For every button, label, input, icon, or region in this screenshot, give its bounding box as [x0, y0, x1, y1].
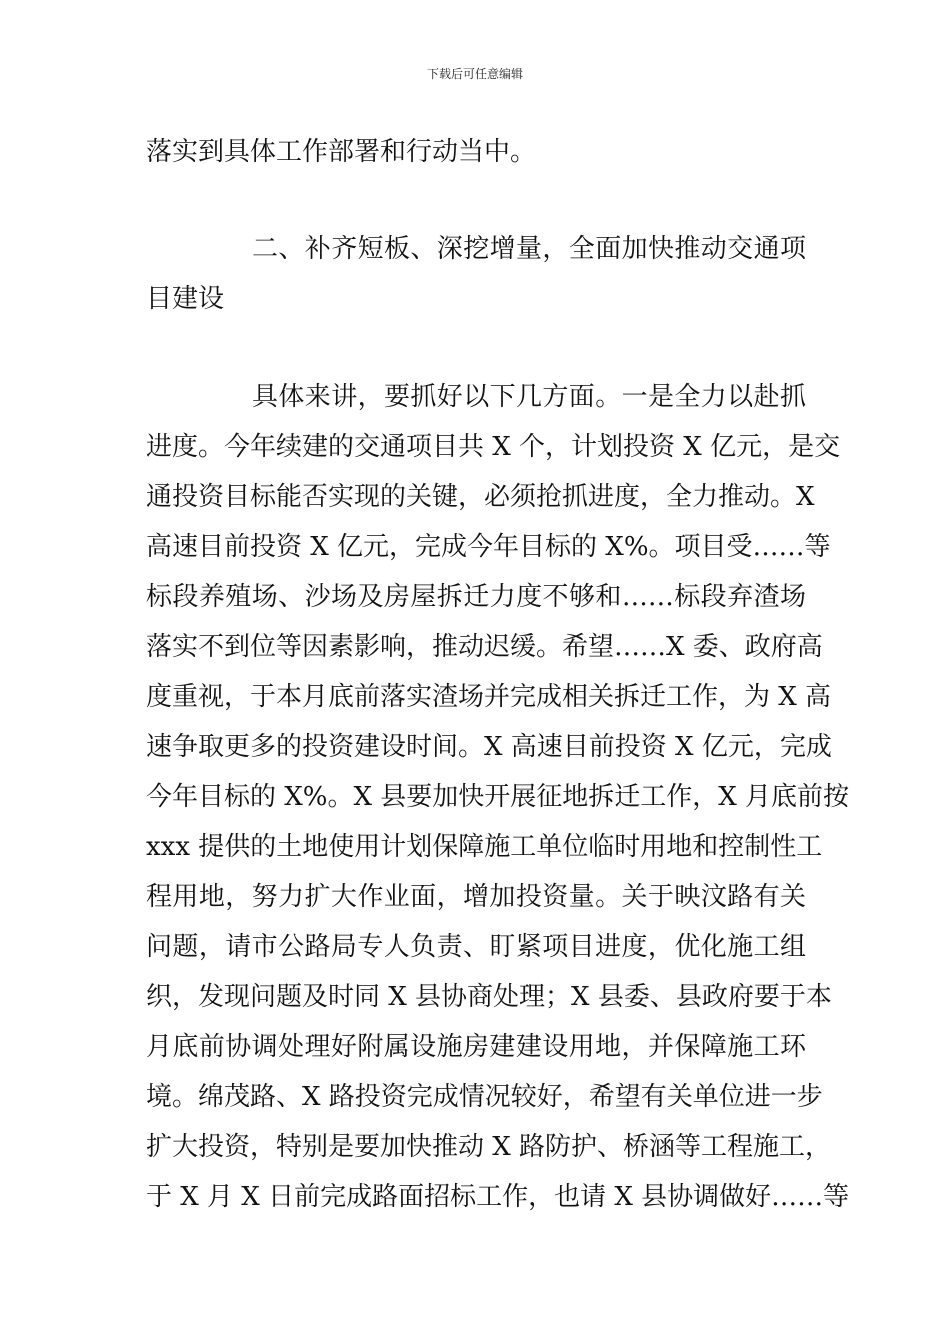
paragraph-line: 落实不到位等因素影响，推动迟缓。希望……X 委、政府高 — [146, 632, 823, 662]
paragraph-line: 度重视，于本月底前落实渣场并完成相关拆迁工作，为 X 高 — [146, 682, 832, 712]
continuation-text: 落实到具体工作部署和行动当中。 — [146, 137, 537, 167]
paragraph-line: 通投资目标能否实现的关键，必须抢抓进度，全力推动。X — [146, 482, 815, 512]
paragraph-line: 标段养殖场、沙场及房屋拆迁力度不够和……标段弃渣场 — [146, 582, 806, 612]
paragraph-line: 扩大投资，特别是要加快推动 X 路防护、桥涵等工程施工， — [146, 1132, 832, 1162]
paragraph-line: 高速目前投资 X 亿元，完成今年目标的 X%。项目受……等 — [146, 532, 831, 562]
paragraph-line: 境。绵茂路、X 路投资完成情况较好，希望有关单位进一步 — [146, 1082, 823, 1112]
paragraph-line: 进度。今年续建的交通项目共 X 个，计划投资 X 亿元，是交 — [146, 432, 841, 462]
section-heading-line-2: 目建设 — [146, 284, 225, 314]
paragraph-line: 程用地，努力扩大作业面，增加投资量。关于映汶路有关 — [146, 882, 806, 912]
paragraph-line: 织，发现问题及时同 X 县协商处理；X 县委、县政府要于本 — [146, 982, 832, 1012]
paragraph-line: 月底前协调处理好附属设施房建建设用地，并保障施工环 — [146, 1032, 806, 1062]
paragraph-line: 速争取更多的投资建设时间。X 高速目前投资 X 亿元，完成 — [146, 732, 832, 762]
page-header: 下载后可任意编辑 — [426, 67, 523, 81]
paragraph-line: 具体来讲，要抓好以下几方面。一是全力以赴抓 — [252, 382, 806, 412]
paragraph-line: 问题，请市公路局专人负责、盯紧项目进度，优化施工组 — [146, 932, 806, 962]
paragraph-line: xxx 提供的土地使用计划保障施工单位临时用地和控制性工 — [146, 832, 823, 862]
paragraph-line: 于 X 月 X 日前完成路面招标工作，也请 X 县协调做好……等 — [146, 1182, 850, 1212]
paragraph-line: 今年目标的 X%。X 县要加快开展征地拆迁工作，X 月底前按 — [146, 782, 850, 812]
section-heading-line-1: 二、补齐短板、深挖增量，全面加快推动交通项 — [252, 234, 806, 264]
